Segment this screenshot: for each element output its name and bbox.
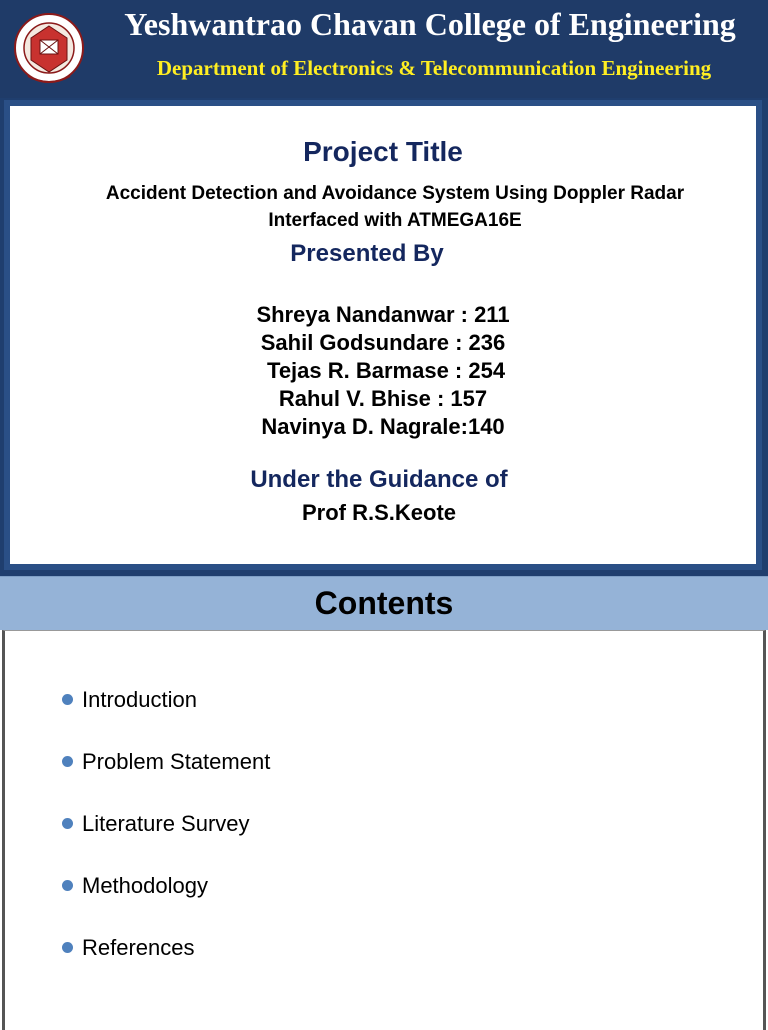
contents-item <box>60 870 270 932</box>
college-seal-icon <box>14 10 84 86</box>
contents-item <box>60 746 270 808</box>
contents-item <box>60 808 270 870</box>
contents-item-label: Literature Survey <box>82 811 250 836</box>
contents-item-label: Problem Statement <box>82 749 271 774</box>
project-title-line: Accident Detection and Avoidance System Using Doppler Radar <box>105 183 685 204</box>
guidance-heading: Under the Guidance of <box>250 466 508 493</box>
department-name: Department of Electronics & Telecommunication Engineering <box>156 56 712 80</box>
member-item: Rahul V. Bhise : 157 <box>278 386 488 411</box>
project-title <box>50 180 740 234</box>
college-name: Yeshwantrao Chavan College of Engineering <box>124 6 736 42</box>
bullet-icon <box>62 694 73 705</box>
contents-list <box>60 684 270 994</box>
member-item: Tejas R. Barmase : 254 <box>260 358 506 383</box>
project-title-heading: Project Title <box>303 136 463 167</box>
contents-item-label: References <box>82 935 195 960</box>
bullet-icon <box>62 880 73 891</box>
contents-item <box>60 932 270 994</box>
bullet-icon <box>62 942 73 953</box>
contents-title-bar <box>0 576 768 630</box>
contents-item-label: Introduction <box>82 687 197 712</box>
bullet-icon <box>62 818 73 829</box>
member-item: Shreya Nandanwar : 211 <box>256 302 510 327</box>
title-content-box <box>4 100 762 570</box>
member-item: Navinya D. Nagrale:140 <box>261 414 505 439</box>
contents-title: Contents <box>314 585 454 621</box>
slide-header <box>0 0 768 98</box>
contents-item-label: Methodology <box>82 873 208 898</box>
member-item: Sahil Godsundare : 236 <box>260 330 506 355</box>
presented-by-heading: Presented By <box>290 240 444 267</box>
contents-item <box>60 684 270 746</box>
project-title-line: Interfaced with ATMEGA16E <box>268 210 522 231</box>
contents-slide <box>0 576 768 1024</box>
member-list <box>10 301 756 441</box>
bullet-icon <box>62 756 73 767</box>
guide-name: Prof R.S.Keote <box>301 500 457 525</box>
